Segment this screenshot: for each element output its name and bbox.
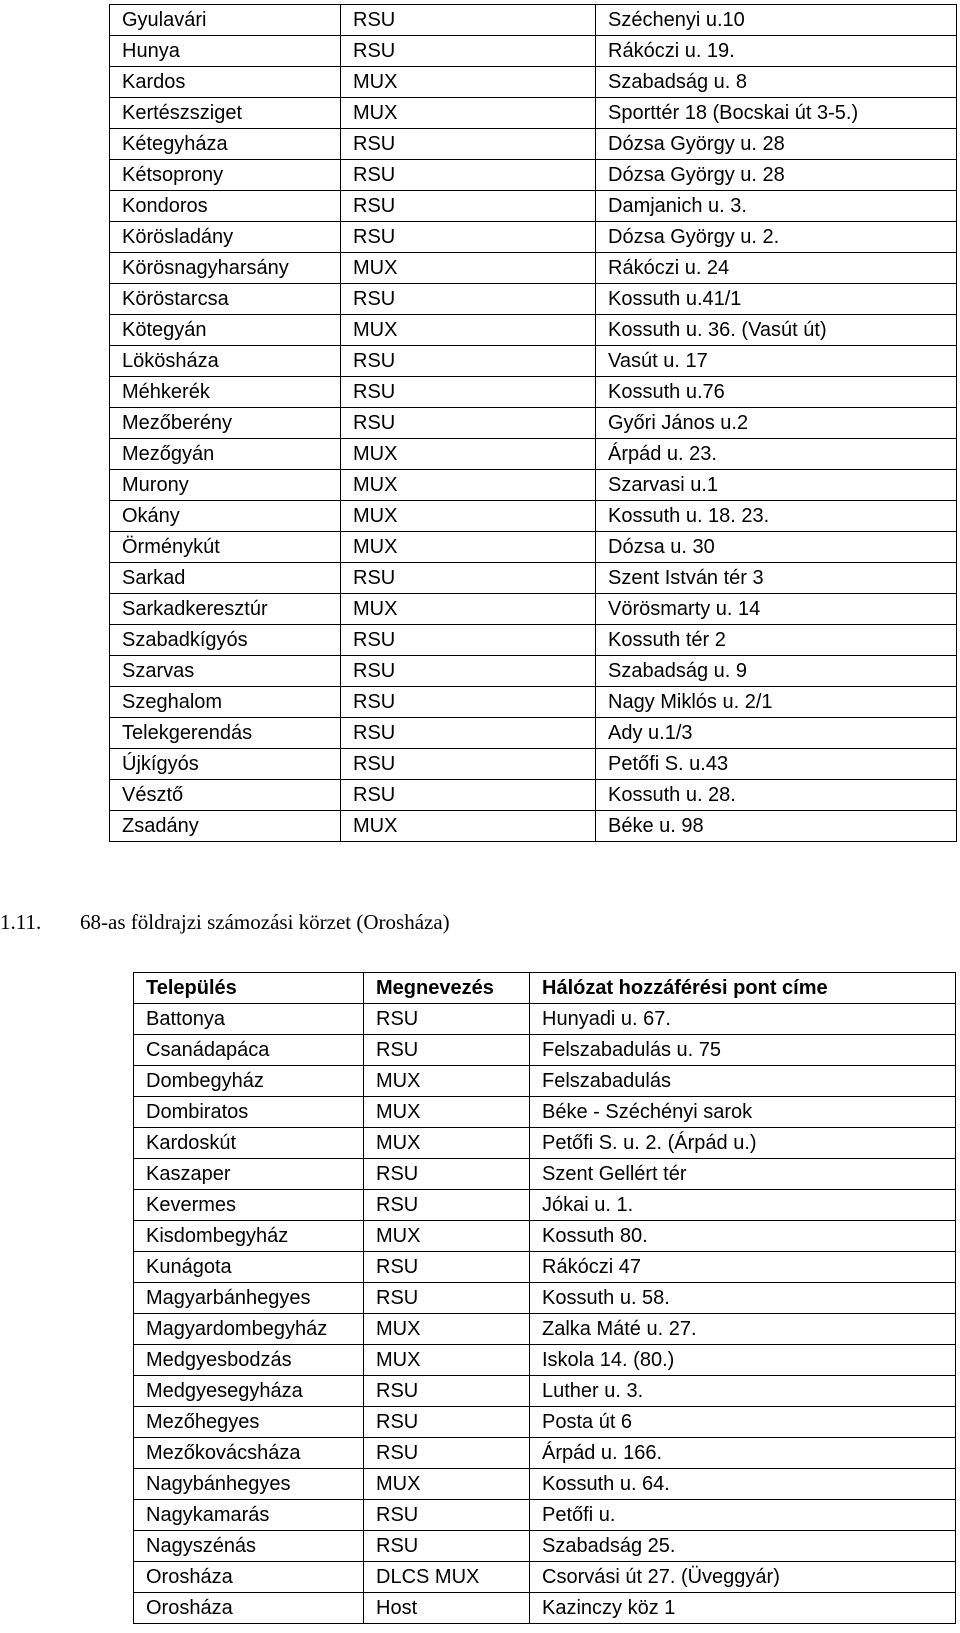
cell-designation: RSU (341, 408, 596, 439)
table-row (134, 1283, 956, 1314)
table-row (134, 1531, 956, 1562)
table-row (110, 36, 957, 67)
cell-address: Győri János u.2 (596, 408, 957, 439)
table-row (134, 1345, 956, 1376)
table-row (134, 1252, 956, 1283)
table-row (134, 1376, 956, 1407)
table-row (134, 1159, 956, 1190)
cell-address: Kossuth u.76 (596, 377, 957, 408)
table-row (110, 439, 957, 470)
cell-settlement: Nagykamarás (134, 1500, 364, 1531)
table-row (110, 594, 957, 625)
table-row (110, 222, 957, 253)
column-header-designation: Megnevezés (364, 973, 530, 1004)
cell-designation: RSU (341, 284, 596, 315)
cell-settlement: Vésztő (110, 780, 341, 811)
cell-address: Dózsa György u. 2. (596, 222, 957, 253)
cell-address: Damjanich u. 3. (596, 191, 957, 222)
cell-designation: RSU (341, 222, 596, 253)
cell-designation: RSU (341, 687, 596, 718)
cell-designation: RSU (341, 5, 596, 36)
cell-designation: MUX (341, 315, 596, 346)
cell-address: Szent István tér 3 (596, 563, 957, 594)
table-row (110, 563, 957, 594)
cell-settlement: Medgyesbodzás (134, 1345, 364, 1376)
cell-address: Kossuth 80. (530, 1221, 956, 1252)
cell-settlement: Körösladány (110, 222, 341, 253)
cell-settlement: Dombegyház (134, 1066, 364, 1097)
table-row (110, 811, 957, 842)
cell-designation: RSU (364, 1190, 530, 1221)
cell-address: Kossuth tér 2 (596, 625, 957, 656)
cell-settlement: Körösnagyharsány (110, 253, 341, 284)
cell-address: Szarvasi u.1 (596, 470, 957, 501)
cell-settlement: Dombiratos (134, 1097, 364, 1128)
cell-address: Rákóczi u. 24 (596, 253, 957, 284)
cell-designation: RSU (341, 36, 596, 67)
cell-settlement: Nagybánhegyes (134, 1469, 364, 1500)
cell-designation: RSU (341, 346, 596, 377)
cell-settlement: Kertészsziget (110, 98, 341, 129)
cell-settlement: Battonya (134, 1004, 364, 1035)
cell-address: Szabadság u. 9 (596, 656, 957, 687)
table-row (110, 191, 957, 222)
cell-address: Kossuth u. 58. (530, 1283, 956, 1314)
cell-address: Jókai u. 1. (530, 1190, 956, 1221)
cell-address: Ady u.1/3 (596, 718, 957, 749)
cell-settlement: Nagyszénás (134, 1531, 364, 1562)
cell-settlement: Mezőberény (110, 408, 341, 439)
cell-designation: MUX (364, 1221, 530, 1252)
cell-designation: RSU (341, 656, 596, 687)
cell-designation: DLCS MUX (364, 1562, 530, 1593)
cell-designation: RSU (364, 1035, 530, 1066)
table-row (110, 780, 957, 811)
cell-designation: MUX (341, 501, 596, 532)
table-row (134, 1128, 956, 1159)
cell-address: Csorvási út 27. (Üveggyár) (530, 1562, 956, 1593)
cell-address: Vörösmarty u. 14 (596, 594, 957, 625)
table-row (110, 284, 957, 315)
cell-settlement: Kétegyháza (110, 129, 341, 160)
cell-designation: MUX (341, 98, 596, 129)
table-row (110, 67, 957, 98)
cell-settlement: Lökösháza (110, 346, 341, 377)
cell-address: Kossuth u.41/1 (596, 284, 957, 315)
cell-address: Iskola 14. (80.) (530, 1345, 956, 1376)
cell-designation: MUX (364, 1314, 530, 1345)
cell-settlement: Szarvas (110, 656, 341, 687)
cell-address: Petőfi u. (530, 1500, 956, 1531)
cell-designation: MUX (364, 1066, 530, 1097)
table-row (110, 718, 957, 749)
cell-designation: RSU (364, 1376, 530, 1407)
cell-address: Sporttér 18 (Bocskai út 3-5.) (596, 98, 957, 129)
cell-address: Kossuth u. 64. (530, 1469, 956, 1500)
table-header-row (134, 973, 956, 1004)
cell-designation: MUX (341, 594, 596, 625)
table-row (110, 470, 957, 501)
cell-settlement: Kunágota (134, 1252, 364, 1283)
cell-address: Vasút u. 17 (596, 346, 957, 377)
cell-address: Zalka Máté u. 27. (530, 1314, 956, 1345)
cell-settlement: Kardos (110, 67, 341, 98)
cell-designation: MUX (364, 1345, 530, 1376)
cell-designation: MUX (341, 811, 596, 842)
cell-address: Szabadság 25. (530, 1531, 956, 1562)
cell-designation: MUX (341, 67, 596, 98)
cell-designation: MUX (341, 253, 596, 284)
table-row (110, 656, 957, 687)
cell-address: Dózsa György u. 28 (596, 129, 957, 160)
table-row (110, 129, 957, 160)
cell-settlement: Medgyesegyháza (134, 1376, 364, 1407)
cell-designation: RSU (364, 1004, 530, 1035)
cell-address: Szabadság u. 8 (596, 67, 957, 98)
cell-address: Nagy Miklós u. 2/1 (596, 687, 957, 718)
cell-designation: RSU (364, 1159, 530, 1190)
table-row (134, 1438, 956, 1469)
cell-settlement: Sarkad (110, 563, 341, 594)
cell-address: Rákóczi u. 19. (596, 36, 957, 67)
cell-designation: MUX (364, 1128, 530, 1159)
cell-designation: RSU (364, 1283, 530, 1314)
cell-settlement: Mezőhegyes (134, 1407, 364, 1438)
table-row (110, 687, 957, 718)
cell-address: Szent Gellért tér (530, 1159, 956, 1190)
table-row (110, 377, 957, 408)
cell-address: Felszabadulás (530, 1066, 956, 1097)
cell-designation: RSU (341, 129, 596, 160)
cell-settlement: Kondoros (110, 191, 341, 222)
cell-settlement: Mezőgyán (110, 439, 341, 470)
cell-settlement: Murony (110, 470, 341, 501)
cell-designation: RSU (341, 160, 596, 191)
cell-settlement: Kaszaper (134, 1159, 364, 1190)
cell-address: Dózsa u. 30 (596, 532, 957, 563)
table-row (134, 1500, 956, 1531)
cell-address: Kazinczy köz 1 (530, 1593, 956, 1624)
cell-settlement: Csanádapáca (134, 1035, 364, 1066)
cell-address: Árpád u. 23. (596, 439, 957, 470)
cell-settlement: Orosháza (134, 1593, 364, 1624)
table-row (134, 1221, 956, 1252)
cell-settlement: Zsadány (110, 811, 341, 842)
cell-settlement: Köröstarcsa (110, 284, 341, 315)
cell-designation: RSU (364, 1252, 530, 1283)
cell-address: Petőfi S. u. 2. (Árpád u.) (530, 1128, 956, 1159)
cell-settlement: Mezőkovácsháza (134, 1438, 364, 1469)
cell-designation: RSU (364, 1531, 530, 1562)
table-row (110, 253, 957, 284)
cell-settlement: Szeghalom (110, 687, 341, 718)
cell-designation: RSU (341, 780, 596, 811)
table-row (110, 749, 957, 780)
table-row (110, 532, 957, 563)
table-row (134, 1035, 956, 1066)
cell-settlement: Magyarbánhegyes (134, 1283, 364, 1314)
section-number: 1.11. (0, 910, 42, 934)
column-header-address: Hálózat hozzáférési pont címe (530, 973, 956, 1004)
table-row (110, 625, 957, 656)
cell-designation: RSU (364, 1407, 530, 1438)
table-row (134, 1469, 956, 1500)
cell-address: Rákóczi 47 (530, 1252, 956, 1283)
cell-address: Dózsa György u. 28 (596, 160, 957, 191)
table-row (110, 501, 957, 532)
cell-settlement: Méhkerék (110, 377, 341, 408)
cell-address: Felszabadulás u. 75 (530, 1035, 956, 1066)
cell-address: Petőfi S. u.43 (596, 749, 957, 780)
cell-designation: MUX (341, 470, 596, 501)
cell-settlement: Orosháza (134, 1562, 364, 1593)
cell-settlement: Magyardombegyház (134, 1314, 364, 1345)
table-row (110, 346, 957, 377)
cell-address: Széchenyi u.10 (596, 5, 957, 36)
cell-address: Kossuth u. 36. (Vasút út) (596, 315, 957, 346)
access-point-table-continued (109, 4, 957, 842)
cell-address: Árpád u. 166. (530, 1438, 956, 1469)
cell-address: Kossuth u. 18. 23. (596, 501, 957, 532)
section-title: 68-as földrajzi számozási körzet (Orosháza) (80, 910, 450, 934)
table-row (134, 1562, 956, 1593)
cell-settlement: Kötegyán (110, 315, 341, 346)
cell-settlement: Újkígyós (110, 749, 341, 780)
table-row (134, 1097, 956, 1128)
cell-settlement: Örménykút (110, 532, 341, 563)
table-row (134, 1314, 956, 1345)
access-point-table-oroshaza (133, 972, 956, 1624)
table-row (110, 98, 957, 129)
cell-designation: RSU (341, 563, 596, 594)
section-heading (0, 910, 450, 935)
cell-settlement: Telekgerendás (110, 718, 341, 749)
cell-address: Béke - Széchényi sarok (530, 1097, 956, 1128)
cell-designation: Host (364, 1593, 530, 1624)
cell-designation: MUX (341, 532, 596, 563)
cell-settlement: Hunya (110, 36, 341, 67)
cell-address: Posta út 6 (530, 1407, 956, 1438)
cell-designation: MUX (341, 439, 596, 470)
table-row (134, 1593, 956, 1624)
table-row (134, 1190, 956, 1221)
cell-designation: RSU (341, 377, 596, 408)
table-row (110, 160, 957, 191)
cell-address: Hunyadi u. 67. (530, 1004, 956, 1035)
cell-designation: RSU (364, 1438, 530, 1469)
cell-settlement: Szabadkígyós (110, 625, 341, 656)
cell-address: Béke u. 98 (596, 811, 957, 842)
table-row (110, 408, 957, 439)
cell-settlement: Kisdombegyház (134, 1221, 364, 1252)
cell-settlement: Kevermes (134, 1190, 364, 1221)
cell-designation: RSU (341, 625, 596, 656)
cell-address: Kossuth u. 28. (596, 780, 957, 811)
table-row (134, 1407, 956, 1438)
cell-designation: RSU (341, 191, 596, 222)
cell-designation: RSU (341, 718, 596, 749)
cell-settlement: Kétsoprony (110, 160, 341, 191)
table-row (110, 315, 957, 346)
cell-designation: RSU (341, 749, 596, 780)
cell-address: Luther u. 3. (530, 1376, 956, 1407)
cell-designation: MUX (364, 1097, 530, 1128)
table-row (134, 1004, 956, 1035)
cell-settlement: Okány (110, 501, 341, 532)
column-header-settlement: Település (134, 973, 364, 1004)
cell-settlement: Sarkadkeresztúr (110, 594, 341, 625)
cell-settlement: Gyulavári (110, 5, 341, 36)
cell-settlement: Kardoskút (134, 1128, 364, 1159)
cell-designation: RSU (364, 1500, 530, 1531)
cell-designation: MUX (364, 1469, 530, 1500)
table-row (110, 5, 957, 36)
table-row (134, 1066, 956, 1097)
